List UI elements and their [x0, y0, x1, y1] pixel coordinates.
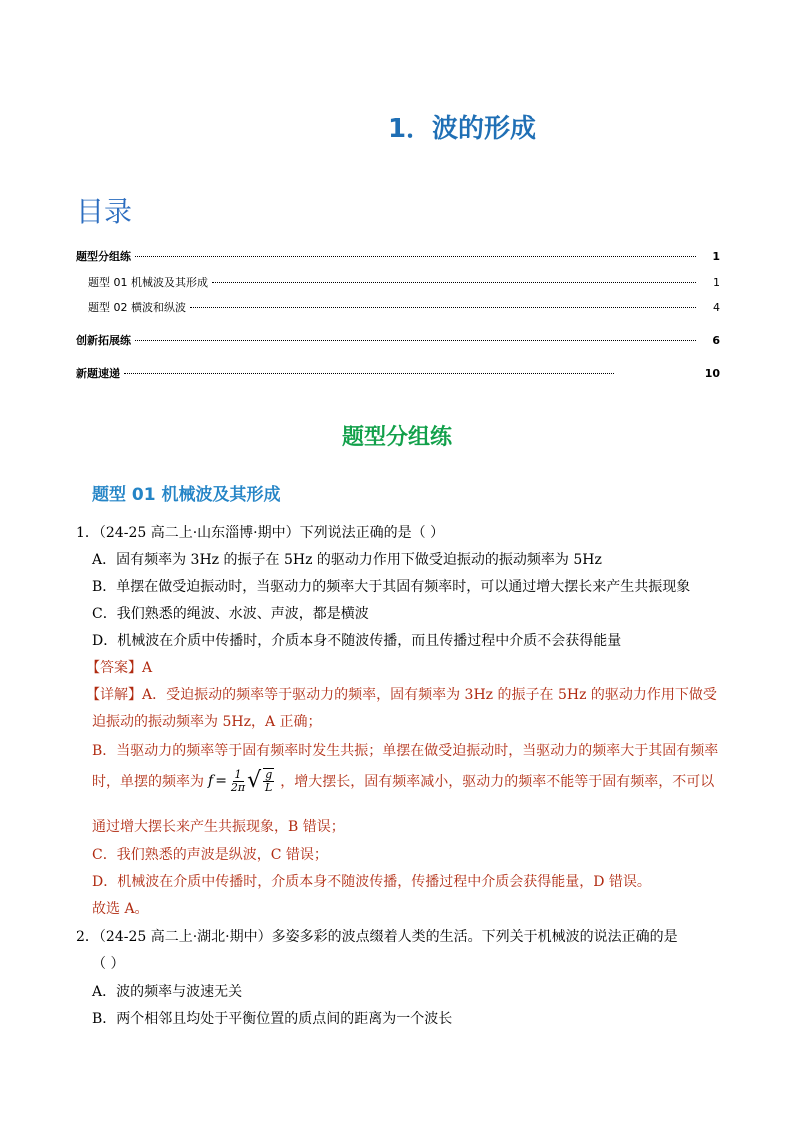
pendulum-frequency-formula — [208, 768, 276, 794]
toc-dots — [190, 307, 696, 308]
conclusion: 故选 A。 — [92, 901, 149, 917]
formula-f: f — [208, 773, 214, 789]
toc-item[interactable] — [88, 274, 720, 290]
answer-line — [86, 657, 152, 677]
question-1-option-b: B．单摆在做受迫振动时，当驱动力的频率大于其固有频率时，可以通过增大摆长来产生共振现象 — [92, 579, 691, 595]
question-1-stem: 1．（24-25 高二上·山东淄博·期中）下列说法正确的是（ ） — [76, 525, 445, 541]
detail-line-2: 迫振动的振动频率为 5Hz，A 正确； — [92, 714, 322, 730]
detail-line-3: B．当驱动力的频率等于固有频率时发生共振；单摆在做受迫振动时，当驱动力的频率大于其固有频率 — [92, 743, 719, 759]
toc-item-page: 1 — [713, 276, 720, 289]
detail-tag: 【详解】 — [86, 687, 142, 703]
question-2-stem: 2．（24-25 高二上·湖北·期中）多姿多彩的波点缀着人类的生活。下列关于机械波的说法正确的是 — [76, 929, 678, 945]
formula-radicand — [263, 768, 274, 794]
page-title: 1．波的形成 — [387, 114, 537, 144]
formula-sqrt — [247, 768, 276, 794]
formula-equals: = — [215, 773, 227, 789]
toc-item[interactable] — [76, 365, 720, 381]
question-2-option-b: B．两个相邻且均处于平衡位置的质点间的距离为一个波长 — [92, 1011, 453, 1027]
toc-dots — [135, 256, 696, 257]
toc-heading: 目录 — [76, 195, 133, 228]
detail-line-1 — [86, 684, 717, 704]
toc-dots — [135, 340, 696, 341]
question-1-option-a: A．固有频率为 3Hz 的振子在 5Hz 的驱动力作用下做受迫振动的振动频率为 5Hz — [92, 552, 602, 568]
question-1-option-c: C．我们熟悉的绳波、水波、声波，都是横波 — [92, 606, 369, 622]
toc-item[interactable] — [76, 248, 720, 264]
formula-denominator: 2π — [230, 780, 246, 794]
formula-fraction — [231, 769, 245, 794]
formula-g: g — [265, 768, 273, 781]
toc-item-page: 4 — [713, 301, 720, 314]
toc-item[interactable] — [88, 299, 720, 315]
toc-item-label: 题型 01 机械波及其形成 — [88, 276, 208, 289]
toc-item-label: 新题速递 — [76, 367, 120, 380]
answer-tag: 【答案】 — [86, 660, 142, 676]
detail-line-4 — [92, 768, 714, 794]
question-1-option-d: D．机械波在介质中传播时，介质本身不随波传播，而且传播过程中介质不会获得能量 — [92, 633, 622, 649]
answer-value: A — [142, 660, 153, 676]
toc-item-label: 题型 02 横波和纵波 — [88, 301, 186, 314]
question-2-paren: （ ） — [92, 956, 125, 972]
section-title: 题型分组练 — [341, 425, 452, 450]
toc-item-page: 10 — [704, 367, 720, 380]
formula-numerator: 1 — [234, 767, 242, 781]
detail-line-5: 通过增大摆长来产生共振现象，B 错误； — [92, 819, 345, 835]
toc-item-label: 题型分组练 — [76, 250, 131, 263]
detail-line-6: C．我们熟悉的声波是纵波，C 错误； — [92, 847, 328, 863]
toc-item-page: 1 — [712, 250, 720, 263]
detail-text: ，增大摆长，固有频率减小，驱动力的频率不能等于固有频率，不可以 — [280, 774, 715, 790]
toc-item-page: 6 — [712, 334, 720, 347]
type-title: 题型 01 机械波及其形成 — [92, 485, 281, 505]
toc-dots — [212, 282, 696, 283]
toc-item[interactable] — [76, 332, 720, 348]
toc-dots — [124, 373, 614, 374]
toc-item-label: 创新拓展练 — [76, 334, 131, 347]
detail-text: A．受迫振动的频率等于驱动力的频率，固有频率为 3Hz 的振子在 5Hz 的驱动力作用下做受 — [142, 687, 717, 703]
formula-L: L — [265, 781, 273, 794]
sqrt-sign-icon: √ — [247, 768, 262, 793]
detail-text: 时，单摆的频率为 — [92, 774, 204, 790]
question-2-option-a: A．波的频率与波速无关 — [92, 984, 243, 1000]
detail-line-7: D．机械波在介质中传播时，介质本身不随波传播，传播过程中介质会获得能量，D 错误。 — [92, 874, 651, 890]
